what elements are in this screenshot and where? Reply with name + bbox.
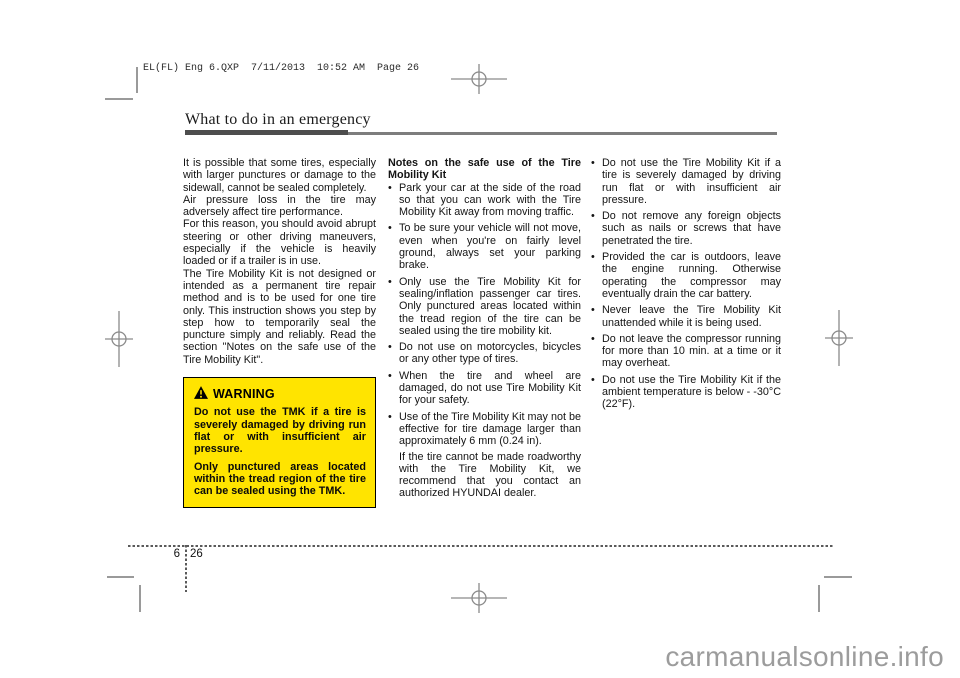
notes-bullet-item: [388, 222, 581, 271]
notes-bullet-list: [388, 182, 581, 500]
bullet-text: • Do not use on motorcycles, bicycles or any other type of tires.: [399, 341, 581, 366]
notes-bullet-item: [388, 341, 581, 366]
registration-mark-right-icon: [807, 306, 871, 370]
crop-mark-top-left-horizontal: [105, 98, 133, 100]
registration-mark-top-icon: [447, 47, 511, 111]
cautions-bullet-item: • Do not use the Tire Mobility Kit if a tire is severely damaged by driving run flat or with insufficient air pressure.: [591, 157, 781, 206]
cautions-bullet-list: [591, 157, 781, 411]
registration-mark-bottom-icon: [447, 566, 511, 630]
bullet-text: • Only use the Tire Mobility Kit for sealing/inflation passenger car tires. Only punctured areas located within the tread region of the tire can be sealed using the tire mobility kit.: [399, 275, 581, 337]
bullet-text: • Park your car at the side of the road so that you can work with the Tire Mobility Kit away from moving traffic.: [399, 181, 581, 219]
intro-paragraph: Air pressure loss in the tire may adversely affect tire performance.: [183, 193, 376, 219]
bullet-text: • When the tire and wheel are damaged, do not use Tire Mobility Kit for your safety.: [399, 369, 581, 407]
bullet-text: • Use of the Tire Mobility Kit may not be effective for tire damage larger than approximately 6 mm (0.24 in).: [399, 410, 581, 448]
notes-bullet-item: [388, 411, 581, 500]
cautions-bullet-item: • Do not remove any foreign objects such as nails or screws that have penetrated the tire.: [591, 210, 781, 247]
warning-header: [194, 386, 366, 401]
column-cautions: [591, 157, 781, 415]
cautions-bullet-item: • Never leave the Tire Mobility Kit unattended while it is being used.: [591, 304, 781, 329]
cautions-bullet-item: • Do not use the Tire Mobility Kit if the ambient temperature is below - -30°C (22°F).: [591, 374, 781, 411]
footer-dashed-rule: [128, 545, 834, 547]
crop-mark-bottom-left-vertical: [139, 585, 141, 612]
page-number: 26: [190, 548, 203, 560]
warning-paragraphs: [194, 406, 366, 497]
column-intro: [183, 157, 376, 508]
notes-heading: Notes on the safe use of the Tire Mobility Kit: [388, 157, 581, 182]
intro-paragraph: For this reason, you should avoid abrupt steering or other driving maneuvers, especially if the vehicle is heavily loaded or if a trailer is in use.: [183, 218, 376, 268]
intro-paragraph: The Tire Mobility Kit is not designed or intended as a permanent tire repair method and is to be used for one tire only. This instruction shows you step by step how to temporarily seal the puncture simply and reliably. Read the section "Notes on the safe use of the Tire Mobility Kit".: [183, 267, 376, 366]
page-title: What to do in an emergency: [185, 111, 371, 128]
warning-paragraph: Do not use the TMK if a tire is severely damaged by driving run flat or with insufficient air pressure.: [194, 406, 366, 456]
warning-title: WARNING: [213, 386, 275, 401]
notes-bullet-item: [388, 370, 581, 407]
cautions-bullet-item: • Provided the car is outdoors, leave the engine running. Otherwise operating the compressor may eventually drain the car battery.: [591, 251, 781, 300]
print-slug: EL(FL) Eng 6.QXP 7/11/2013 10:52 AM Page 26: [143, 63, 420, 74]
bullet-text: • To be sure your vehicle will not move, even when you're on fairly level ground, always set your parking brake.: [399, 222, 581, 272]
warning-triangle-icon: [194, 386, 208, 401]
crop-mark-bottom-right-vertical: [818, 585, 820, 612]
registration-mark-left-icon: [87, 307, 151, 371]
warning-box: [183, 377, 376, 508]
header-rule-dark: [185, 130, 348, 135]
cautions-bullet-item: • Do not leave the compressor running for more than 10 min. at a time or it may overheat.: [591, 333, 781, 370]
chapter-number: 6: [173, 548, 180, 560]
intro-paragraphs: [183, 157, 376, 366]
notes-bullet-item: [388, 182, 581, 219]
crop-mark-bottom-left-horizontal: [107, 576, 134, 578]
watermark-text: carmanualsonline.info: [665, 641, 944, 672]
warning-paragraph: Only punctured areas located within the tread region of the tire can be sealed using the TMK.: [194, 460, 366, 498]
column-notes: [388, 157, 581, 504]
notes-bullet-item: [388, 276, 581, 337]
intro-paragraph: It is possible that some tires, especially with larger punctures or damage to the sidewall, cannot be sealed completely.: [183, 157, 376, 194]
footer-dotted-divider: [185, 545, 187, 592]
header-rule-thin: [348, 132, 777, 135]
bullet-note: If the tire cannot be made roadworthy with the Tire Mobility Kit, we recommend that you contact an authorized HYUNDAI dealer.: [399, 450, 581, 500]
crop-mark-bottom-right-horizontal: [824, 576, 852, 578]
crop-mark-top-left-vertical: [136, 67, 138, 93]
